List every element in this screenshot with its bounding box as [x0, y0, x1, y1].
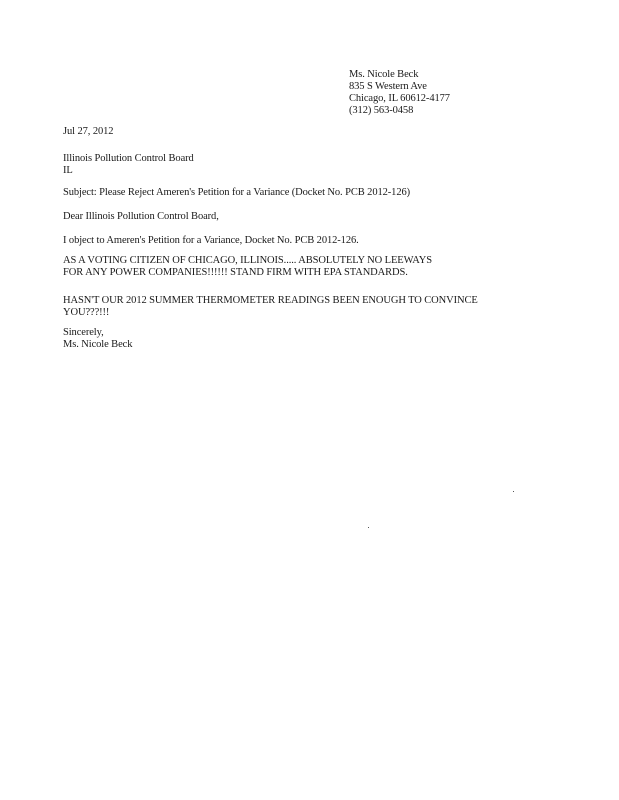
body-paragraph-2-line-1: AS A VOTING CITIZEN OF CHICAGO, ILLINOIS..... ABSOLUTELY NO LEEWAYS [63, 255, 432, 266]
sender-street: 835 S Western Ave [349, 81, 427, 92]
letter-subject: Subject: Please Reject Ameren's Petition for a Variance (Docket No. PCB 2012-126) [63, 187, 411, 198]
closing-signature: Ms. Nicole Beck [63, 339, 133, 350]
body-paragraph-1: I object to Ameren's Petition for a Variance, Docket No. PCB 2012-126. [63, 235, 359, 246]
sender-address-block [349, 69, 450, 117]
body-paragraph-2-line-2: FOR ANY POWER COMPANIES!!!!!! STAND FIRM WITH EPA STANDARDS. [63, 267, 408, 278]
recipient-state: IL [63, 165, 73, 176]
letter-date: Jul 27, 2012 [63, 126, 114, 137]
sender-city-state-zip: Chicago, IL 60612-4177 [349, 93, 450, 104]
closing-valediction: Sincerely, [63, 327, 104, 338]
body-paragraph-3-line-1: HASN'T OUR 2012 SUMMER THERMOMETER READINGS BEEN ENOUGH TO CONVINCE [63, 295, 478, 306]
scan-speck [513, 491, 514, 492]
body-paragraph-3-line-2: YOU???!!! [63, 307, 110, 318]
sender-name: Ms. Nicole Beck [349, 69, 419, 80]
scan-speck [368, 527, 369, 528]
sender-phone: (312) 563-0458 [349, 105, 414, 116]
letter-salutation: Dear Illinois Pollution Control Board, [63, 211, 219, 222]
recipient-organization: Illinois Pollution Control Board [63, 153, 194, 164]
